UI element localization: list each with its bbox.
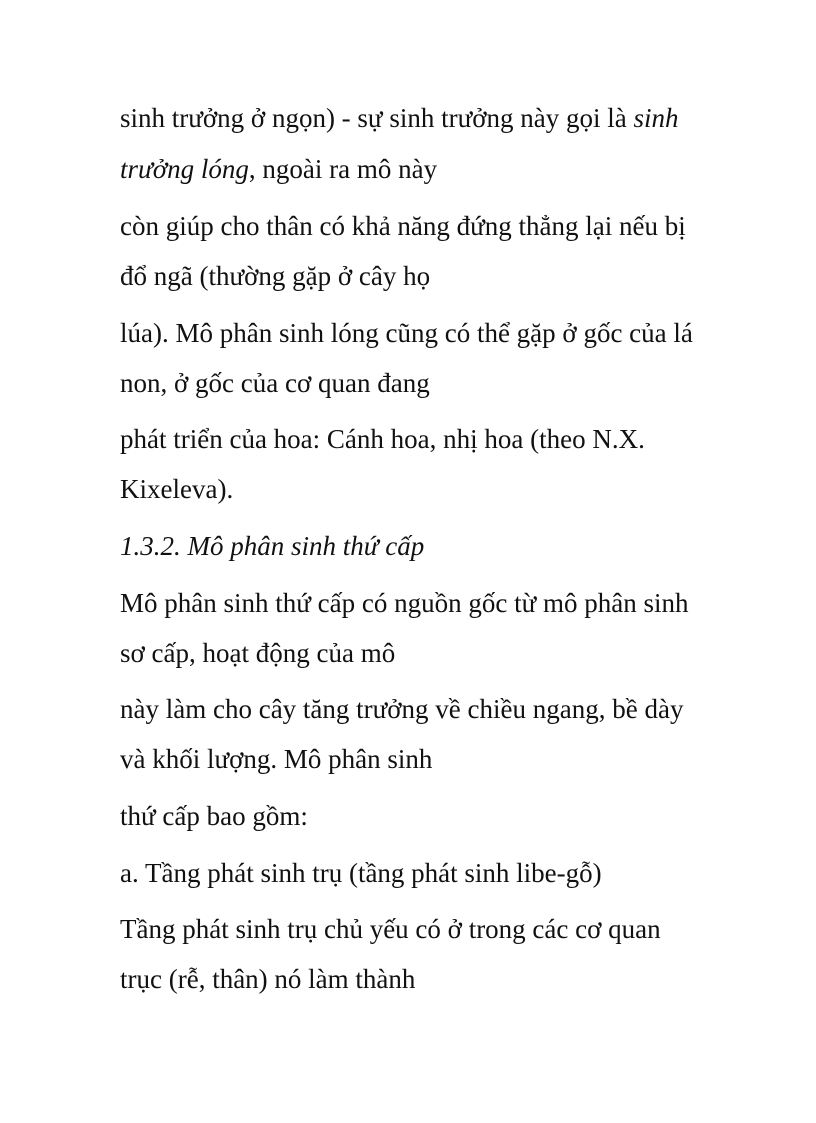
section-heading-1-3-2: 1.3.2. Mô phân sinh thứ cấp (120, 531, 425, 561)
text-line-6: non, ở gốc của cơ quan đang (120, 368, 430, 398)
subheading-tang-phat-sinh-tru: a. Tầng phát sinh trụ (tầng phát sinh libe-gỗ) (120, 858, 602, 888)
italic-term-sinh: sinh (633, 103, 679, 133)
text-line-12: này làm cho cây tăng trưởng về chiều ngang, bề dày (120, 694, 684, 724)
text-line-10: Mô phân sinh thứ cấp có nguồn gốc từ mô phân sinh (120, 588, 689, 618)
text-line-1 (120, 102, 678, 134)
text-run: , ngoài ra mô này (248, 154, 438, 184)
italic-term-truong-long: trưởng lóng (120, 154, 249, 184)
text-line-4: đổ ngã (thường gặp ở cây họ (120, 261, 431, 291)
text-line-5: lúa). Mô phân sinh lóng cũng có thể gặp ở gốc của lá (120, 318, 693, 348)
text-line-3: còn giúp cho thân có khả năng đứng thẳng lại nếu bị (120, 211, 686, 241)
text-line-17: trục (rễ, thân) nó làm thành (120, 964, 416, 994)
text-line-11: sơ cấp, hoạt động của mô (120, 638, 396, 668)
text-line-2 (120, 153, 437, 185)
text-line-13: và khối lượng. Mô phân sinh (120, 744, 433, 774)
text-run: sinh trưởng ở ngọn) - sự sinh trưởng này gọi là (120, 103, 634, 133)
text-line-14: thứ cấp bao gồm: (120, 801, 308, 831)
text-line-16: Tầng phát sinh trụ chủ yếu có ở trong các cơ quan (120, 914, 661, 944)
text-line-7: phát triển của hoa: Cánh hoa, nhị hoa (theo N.X. (120, 424, 645, 454)
text-line-8: Kixeleva). (120, 474, 234, 504)
